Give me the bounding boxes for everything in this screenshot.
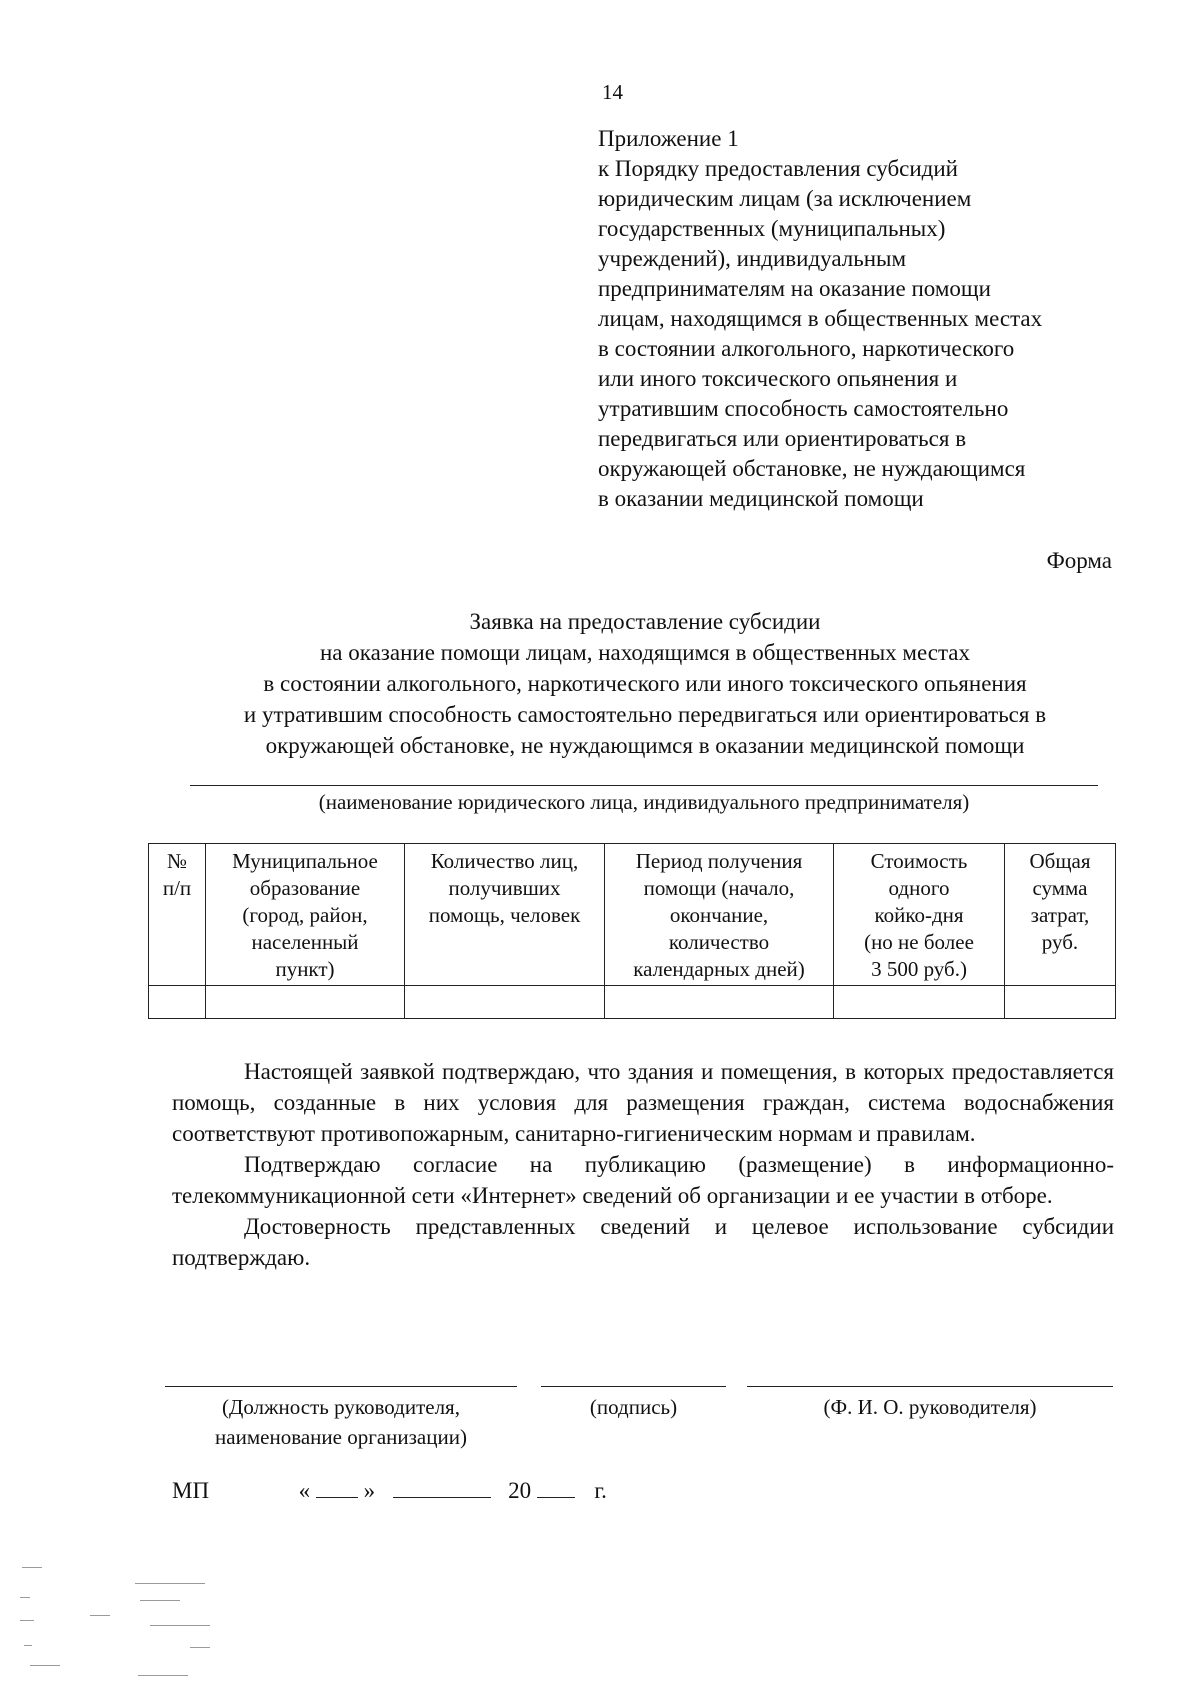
stamp-date-line	[172, 1478, 607, 1504]
appendix-line: в оказании медицинской помощи	[598, 486, 924, 511]
page-number: 14	[602, 80, 623, 104]
appendix-line: утратившим способность самостоятельно	[598, 396, 1009, 421]
appendix-line: передвигаться или ориентироваться в	[598, 426, 967, 451]
day-blank[interactable]	[316, 1479, 358, 1498]
table-cell[interactable]	[605, 986, 834, 1019]
full-name-signature-line[interactable]	[747, 1386, 1113, 1387]
appendix-line: предпринимателям на оказание помощи	[598, 276, 991, 301]
appendix-line: Приложение 1	[598, 126, 739, 151]
year-suffix: г.	[594, 1478, 607, 1503]
header-bed-day-cost: Стоимость одного койко-дня (но не более 3 500 руб.)	[834, 844, 1005, 986]
organization-name-caption: (наименование юридического лица, индивидуального предпринимателя)	[318, 790, 970, 814]
paragraph: Достоверность представленных сведений и целевое использование субсидии подтверждаю.	[172, 1214, 1114, 1270]
appendix-block	[598, 124, 1118, 514]
title-line: окружающей обстановке, не нуждающимся в оказании медицинской помощи	[265, 733, 1025, 758]
appendix-line: в состоянии алкогольного, наркотического	[598, 336, 1015, 361]
appendix-line: государственных (муниципальных)	[598, 216, 946, 241]
appendix-line: или иного токсического опьянения и	[598, 366, 958, 391]
table-row	[149, 986, 1116, 1019]
title-line: в состоянии алкогольного, наркотического или иного токсического опьянения	[263, 671, 1027, 696]
header-number: № п/п	[149, 844, 206, 986]
application-table	[148, 843, 1116, 1019]
position-signature-line[interactable]	[165, 1386, 517, 1387]
paragraph: Настоящей заявкой подтверждаю, что здания и помещения, в которых предоставляется помощь, созданные в них условия для размещения граждан, система водоснабжения соответствуют противопожарным, санитарно-гигиеническим нормам и правилам.	[172, 1059, 1114, 1146]
year-blank[interactable]	[537, 1479, 575, 1498]
form-label: Форма	[1046, 548, 1112, 573]
title-line: Заявка на предоставление субсидии	[469, 609, 821, 634]
appendix-line: к Порядку предоставления субсидий	[598, 156, 958, 181]
appendix-line: окружающей обстановке, не нуждающимся	[598, 456, 1026, 481]
position-caption: (Должность руководителя, наименование организации)	[215, 1395, 467, 1449]
title-line: на оказание помощи лицам, находящимся в общественных местах	[320, 640, 970, 665]
table-cell[interactable]	[1005, 986, 1116, 1019]
confirmation-text	[172, 1056, 1114, 1273]
document-title	[180, 606, 1110, 761]
table-cell[interactable]	[149, 986, 206, 1019]
header-municipality: Муниципальное образование (город, район, населенный пункт)	[206, 844, 405, 986]
header-persons-count: Количество лиц, получивших помощь, человек	[405, 844, 605, 986]
table-header-row	[149, 844, 1116, 986]
table-cell[interactable]	[405, 986, 605, 1019]
appendix-line: лицам, находящимся в общественных местах	[598, 306, 1043, 331]
stamp-place-label: МП	[172, 1478, 210, 1503]
appendix-line: учреждений), индивидуальным	[598, 246, 907, 271]
header-total-cost: Общая сумма затрат, руб.	[1005, 844, 1116, 986]
full-name-caption: (Ф. И. О. руководителя)	[823, 1395, 1037, 1419]
title-line: и утратившим способность самостоятельно передвигаться или ориентироваться в	[243, 702, 1047, 727]
signature-caption: (подпись)	[589, 1395, 678, 1419]
close-quote: »	[363, 1478, 376, 1503]
scan-noise-marks	[20, 1565, 250, 1685]
header-period: Период получения помощи (начало, окончание, количество календарных дней)	[605, 844, 834, 986]
signature-line[interactable]	[541, 1386, 726, 1387]
month-blank[interactable]	[393, 1479, 491, 1498]
table-cell[interactable]	[834, 986, 1005, 1019]
table-cell[interactable]	[206, 986, 405, 1019]
paragraph: Подтверждаю согласие на публикацию (размещение) в информационно-телекоммуникационной сети «Интернет» сведений об организации и ее участии в отборе.	[172, 1152, 1114, 1208]
appendix-line: юридическим лицам (за исключением	[598, 186, 972, 211]
organization-name-field[interactable]	[190, 785, 1098, 786]
open-quote: «	[298, 1478, 311, 1503]
year-prefix: 20	[508, 1478, 532, 1503]
